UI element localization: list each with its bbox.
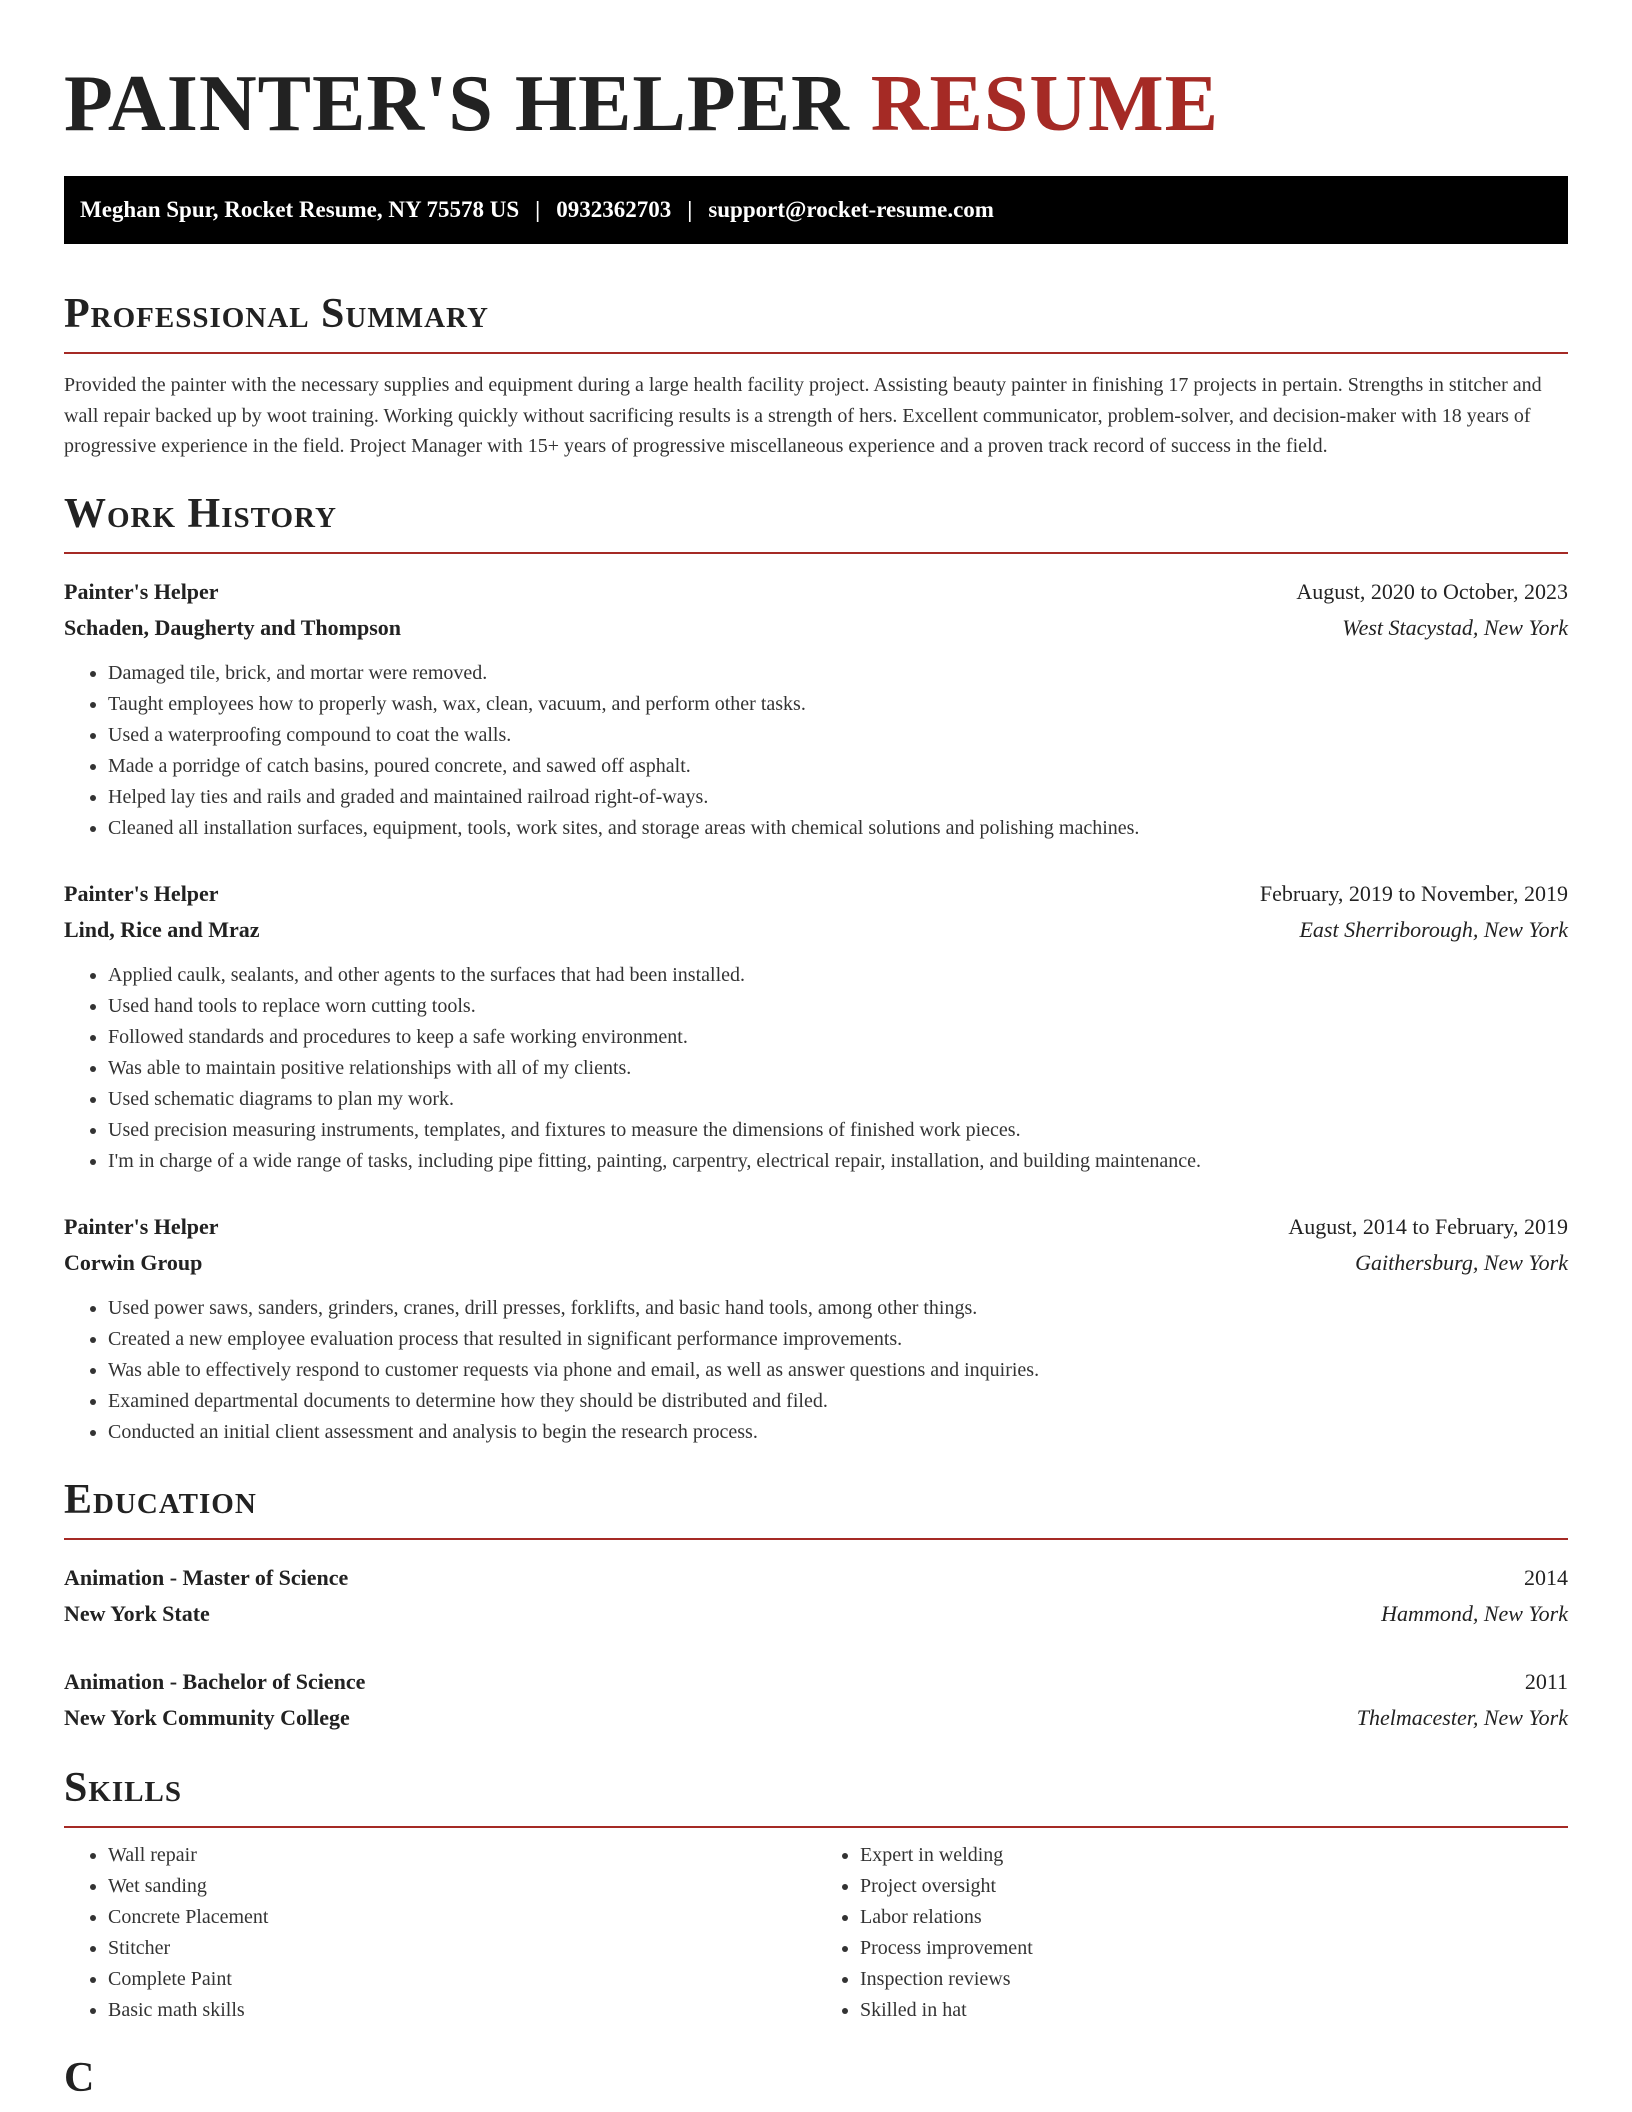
job-title: Painter's Helper <box>64 578 219 604</box>
job-bullet: • Damaged tile, brick, and mortar were removed. <box>108 658 1568 689</box>
job-bullet: • Used a waterproofing compound to coat the walls. <box>108 720 1568 751</box>
education-entry <box>64 1560 1568 1632</box>
section-divider <box>64 1826 1568 1828</box>
education-degree: Animation - Master of Science <box>64 1564 349 1590</box>
job-bullet: • Used hand tools to replace worn cutting tools. <box>108 991 1568 1022</box>
work-history-section <box>64 488 1568 1448</box>
job-bullet: • Helped lay ties and rails and graded and maintained railroad right-of-ways. <box>108 782 1568 813</box>
title-accent: RESUME <box>870 60 1220 148</box>
job-entry <box>64 574 1568 844</box>
job-bullet: • Used power saws, sanders, grinders, cranes, drill presses, forklifts, and basic hand tools, among other things. <box>108 1293 1568 1324</box>
job-bullet: • Was able to maintain positive relationships with all of my clients. <box>108 1053 1568 1084</box>
section-divider <box>64 552 1568 554</box>
job-company: Schaden, Daugherty and Thompson <box>64 614 402 640</box>
skill-item: • Inspection reviews <box>860 1964 1568 1995</box>
skill-item: • Concrete Placement <box>108 1902 816 1933</box>
skill-item: • Expert in welding <box>860 1840 1568 1871</box>
skills-grid <box>64 1840 1568 2026</box>
job-bullet: • Was able to effectively respond to customer requests via phone and email, as well as answer questions and inquiries. <box>108 1355 1568 1386</box>
next-section-heading-partial: C <box>64 2054 95 2101</box>
education-school: New York Community College <box>64 1704 350 1730</box>
section-divider <box>64 352 1568 354</box>
resume-page <box>64 56 1568 2104</box>
education-year: 2014 <box>1524 1564 1568 1590</box>
job-company: Corwin Group <box>64 1249 203 1275</box>
job-dates: August, 2020 to October, 2023 <box>1296 578 1568 604</box>
skills-column-right <box>816 1840 1568 2026</box>
summary-section <box>64 288 1568 462</box>
job-entry <box>64 876 1568 1177</box>
skill-item: • Project oversight <box>860 1871 1568 1902</box>
job-bullet: • Created a new employee evaluation process that resulted in significant performance improvements. <box>108 1324 1568 1355</box>
job-bullet: • Taught employees how to properly wash, wax, clean, vacuum, and perform other tasks. <box>108 689 1568 720</box>
skill-item: • Stitcher <box>108 1933 816 1964</box>
job-bullet: • Used schematic diagrams to plan my work. <box>108 1084 1568 1115</box>
job-bullet: • Made a porridge of catch basins, poured concrete, and sawed off asphalt. <box>108 751 1568 782</box>
resume-title <box>64 56 1568 152</box>
skills-section <box>64 1762 1568 2026</box>
skills-heading: Skills <box>64 1764 183 1811</box>
education-year: 2011 <box>1524 1668 1568 1694</box>
contact-separator: | <box>535 197 541 222</box>
summary-heading: Professional Summary <box>64 291 489 337</box>
education-location: Hammond, New York <box>1381 1600 1568 1626</box>
job-bullet: • Followed standards and procedures to keep a safe working environment. <box>108 1022 1568 1053</box>
job-location: West Stacystad, New York <box>1342 614 1568 640</box>
job-entry <box>64 1209 1568 1448</box>
skill-item: • Skilled in hat <box>860 1995 1568 2026</box>
job-bullet: • Cleaned all installation surfaces, equipment, tools, work sites, and storage areas with chemical solutions and polishing machines. <box>108 813 1568 844</box>
job-bullet: • Examined departmental documents to determine how they should be distributed and filed. <box>108 1386 1568 1417</box>
job-bullet: • Used precision measuring instruments, templates, and fixtures to measure the dimensions of finished work pieces. <box>108 1115 1568 1146</box>
title-main: PAINTER'S HELPER <box>64 60 850 148</box>
skill-item: • Labor relations <box>860 1902 1568 1933</box>
summary-text: Provided the painter with the necessary supplies and equipment during a large health facility project. Assisting beauty painter in finishing 17 projects in pertain. Strengths in stitcher and wall repair backed up by woot training. Working quickly without sacrificing results is a strength of hers. Excellent communicator, problem-solver, and decision-maker with 18 years of progressive experience in the field. Project Manager with 15+ years of progressive miscellaneous experience and a proven track record of success in the field. <box>64 374 1542 457</box>
skill-item: • Complete Paint <box>108 1964 816 1995</box>
job-location: Gaithersburg, New York <box>1355 1249 1568 1275</box>
job-bullet: • Conducted an initial client assessment and analysis to begin the research process. <box>108 1417 1568 1448</box>
contact-address: Meghan Spur, Rocket Resume, NY 75578 US <box>80 197 520 222</box>
contact-email: support@rocket-resume.com <box>708 197 994 222</box>
skill-item: • Basic math skills <box>108 1995 816 2026</box>
education-heading: Education <box>64 1476 257 1523</box>
job-title: Painter's Helper <box>64 1213 219 1239</box>
job-bullet: • Applied caulk, sealants, and other agents to the surfaces that had been installed. <box>108 960 1568 991</box>
job-bullet: • I'm in charge of a wide range of tasks, including pipe fitting, painting, carpentry, electrical repair, installation, and building maintenance. <box>108 1146 1568 1177</box>
education-section <box>64 1474 1568 1736</box>
skill-item: • Wet sanding <box>108 1871 816 1902</box>
contact-phone: 0932362703 <box>556 197 672 222</box>
job-dates: August, 2014 to February, 2019 <box>1288 1213 1568 1239</box>
education-location: Thelmacester, New York <box>1356 1704 1568 1730</box>
job-bullets <box>64 658 1568 844</box>
job-bullets <box>64 1293 1568 1448</box>
section-divider <box>64 1538 1568 1540</box>
skill-item: • Wall repair <box>108 1840 816 1871</box>
job-location: East Sherriborough, New York <box>1299 916 1568 942</box>
job-title: Painter's Helper <box>64 880 219 906</box>
education-degree: Animation - Bachelor of Science <box>64 1668 366 1694</box>
job-bullets <box>64 960 1568 1177</box>
work-history-heading: Work History <box>64 490 337 537</box>
contact-separator: | <box>687 197 693 222</box>
education-entry <box>64 1664 1568 1736</box>
contact-bar <box>64 176 1568 244</box>
skills-column-left <box>64 1840 816 2026</box>
skill-item: • Process improvement <box>860 1933 1568 1964</box>
job-company: Lind, Rice and Mraz <box>64 916 260 942</box>
job-dates: February, 2019 to November, 2019 <box>1259 880 1568 906</box>
education-school: New York State <box>64 1600 210 1626</box>
